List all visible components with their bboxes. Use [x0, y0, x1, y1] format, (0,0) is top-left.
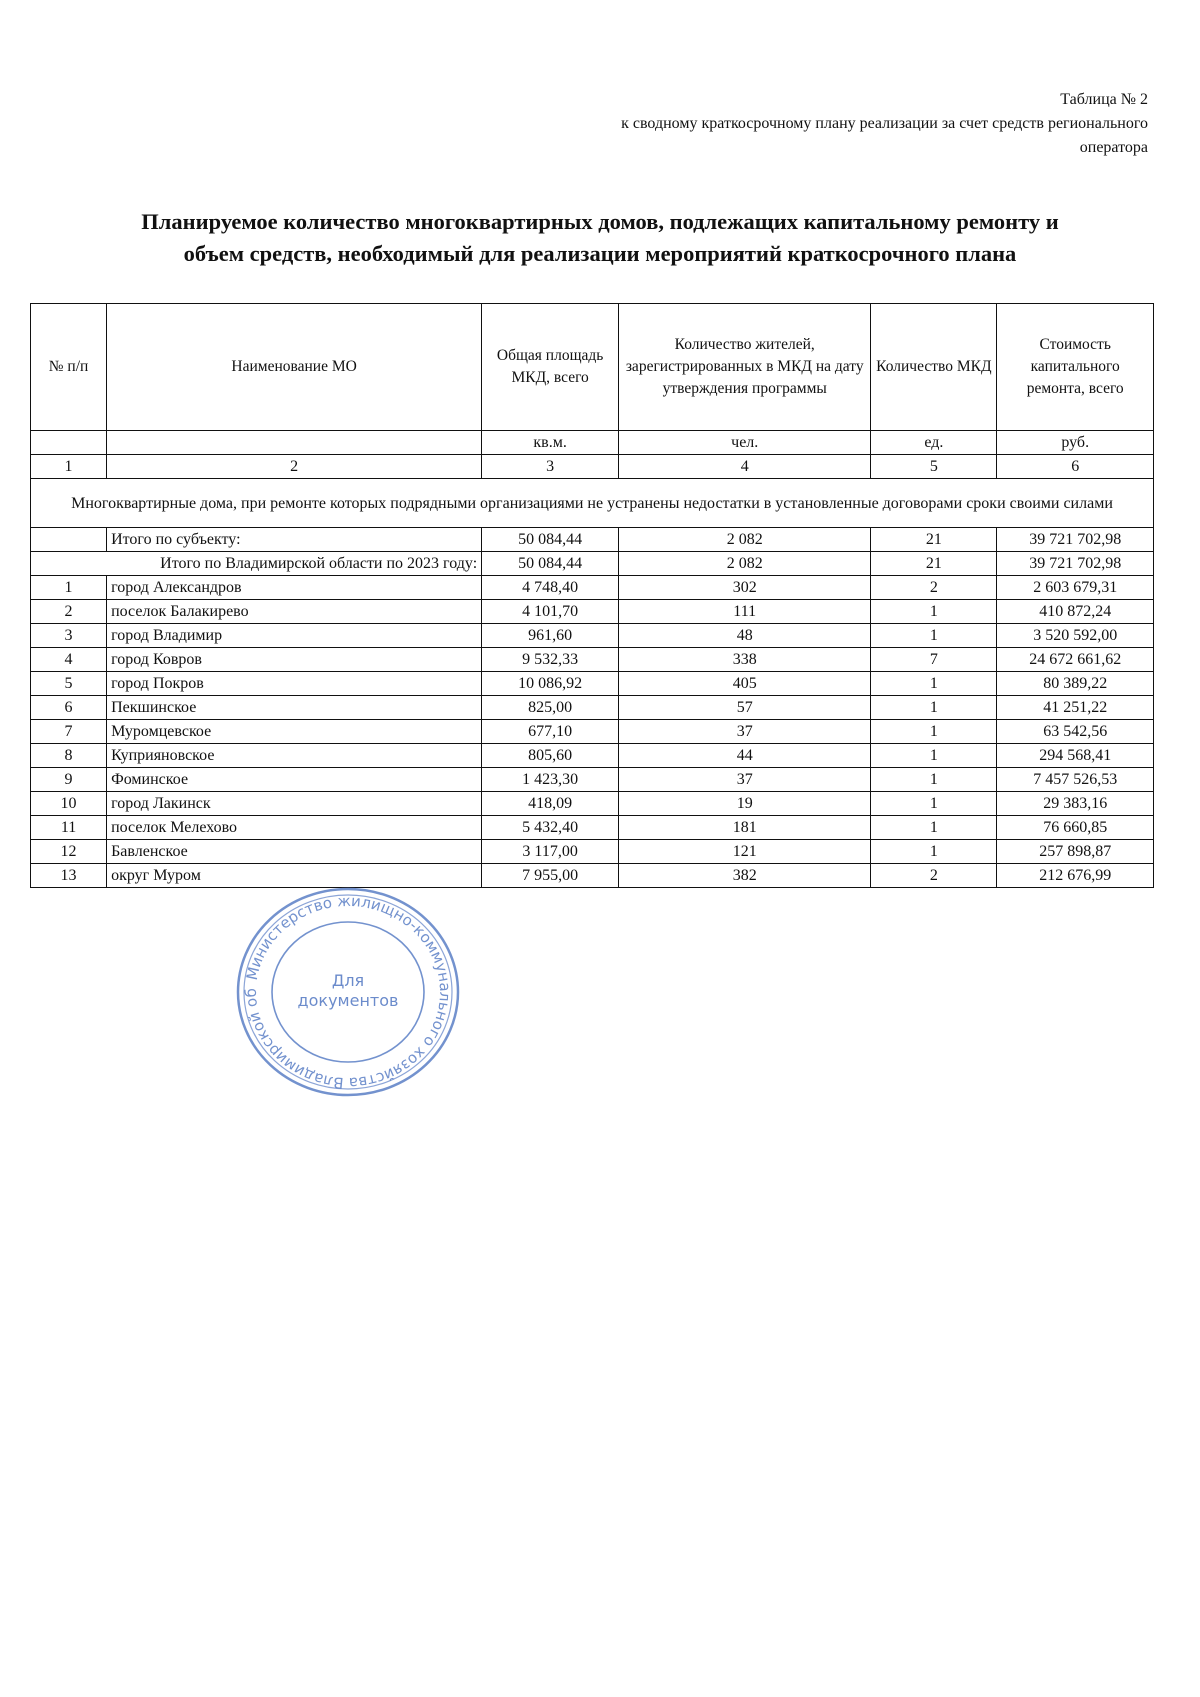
repair-plan-table	[30, 303, 1154, 888]
section-row	[31, 479, 1154, 528]
row-number: 2	[31, 600, 107, 624]
row-count: 1	[871, 696, 997, 720]
total-region-cost: 39 721 702,98	[997, 552, 1154, 576]
row-residents: 181	[619, 816, 871, 840]
row-residents: 57	[619, 696, 871, 720]
total-subject-label: Итого по субъекту:	[107, 528, 482, 552]
row-residents: 382	[619, 864, 871, 888]
table-header-row	[31, 304, 1154, 431]
table-row	[31, 576, 1154, 600]
table-row	[31, 864, 1154, 888]
column-number: 5	[871, 455, 997, 479]
unit-residents: чел.	[619, 431, 871, 455]
row-area: 4 101,70	[482, 600, 619, 624]
total-subject-area: 50 084,44	[482, 528, 619, 552]
row-area: 677,10	[482, 720, 619, 744]
row-cost: 7 457 526,53	[997, 768, 1154, 792]
row-number: 12	[31, 840, 107, 864]
column-numbers-row	[31, 455, 1154, 479]
table-row	[31, 672, 1154, 696]
row-municipality: округ Муром	[107, 864, 482, 888]
row-cost: 80 389,22	[997, 672, 1154, 696]
units-empty	[107, 431, 482, 455]
row-count: 2	[871, 864, 997, 888]
row-count: 1	[871, 624, 997, 648]
total-region-count: 21	[871, 552, 997, 576]
ministry-stamp	[232, 885, 464, 1099]
table-row	[31, 600, 1154, 624]
row-count: 1	[871, 768, 997, 792]
units-row	[31, 431, 1154, 455]
total-subject-residents: 2 082	[619, 528, 871, 552]
row-municipality: поселок Мелехово	[107, 816, 482, 840]
section-title: Многоквартирные дома, при ремонте которых подрядными организациями не устранены недостатки в установленные договорами сроки своими силами	[31, 479, 1154, 528]
table-row	[31, 816, 1154, 840]
total-region-area: 50 084,44	[482, 552, 619, 576]
row-municipality: Фоминское	[107, 768, 482, 792]
row-area: 1 423,30	[482, 768, 619, 792]
row-number: 7	[31, 720, 107, 744]
total-subject-row	[31, 528, 1154, 552]
table-reference-note	[448, 88, 1148, 160]
row-residents: 37	[619, 720, 871, 744]
row-municipality: город Владимир	[107, 624, 482, 648]
row-cost: 63 542,56	[997, 720, 1154, 744]
row-count: 1	[871, 672, 997, 696]
row-number: 5	[31, 672, 107, 696]
row-municipality: город Лакинск	[107, 792, 482, 816]
row-number: 11	[31, 816, 107, 840]
row-number: 9	[31, 768, 107, 792]
total-empty	[31, 528, 107, 552]
row-municipality: поселок Балакирево	[107, 600, 482, 624]
row-area: 961,60	[482, 624, 619, 648]
row-cost: 294 568,41	[997, 744, 1154, 768]
row-area: 3 117,00	[482, 840, 619, 864]
row-cost: 24 672 661,62	[997, 648, 1154, 672]
row-residents: 111	[619, 600, 871, 624]
table-reference-line: к сводному краткосрочному плану реализации за счет средств регионального	[621, 115, 1148, 132]
row-count: 1	[871, 792, 997, 816]
row-count: 1	[871, 816, 997, 840]
row-number: 4	[31, 648, 107, 672]
document-title-line: Планируемое количество многоквартирных домов, подлежащих капитальному ремонту и	[141, 209, 1059, 234]
row-residents: 302	[619, 576, 871, 600]
row-number: 13	[31, 864, 107, 888]
table-reference-line: оператора	[1079, 139, 1148, 156]
total-region-label: Итого по Владимирской области по 2023 году:	[31, 552, 482, 576]
row-cost: 212 676,99	[997, 864, 1154, 888]
row-number: 3	[31, 624, 107, 648]
column-number: 1	[31, 455, 107, 479]
row-count: 1	[871, 600, 997, 624]
row-cost: 3 520 592,00	[997, 624, 1154, 648]
row-municipality: Бавленское	[107, 840, 482, 864]
row-area: 825,00	[482, 696, 619, 720]
header-residents: Количество жителей, зарегистрированных в МКД на дату утверждения программы	[619, 304, 871, 431]
row-area: 418,09	[482, 792, 619, 816]
header-count: Количество МКД	[871, 304, 997, 431]
column-number: 6	[997, 455, 1154, 479]
unit-area: кв.м.	[482, 431, 619, 455]
row-cost: 410 872,24	[997, 600, 1154, 624]
row-residents: 338	[619, 648, 871, 672]
row-area: 9 532,33	[482, 648, 619, 672]
row-count: 1	[871, 744, 997, 768]
stamp-center-line: документов	[297, 991, 399, 1010]
row-municipality: Куприяновское	[107, 744, 482, 768]
row-residents: 37	[619, 768, 871, 792]
row-count: 2	[871, 576, 997, 600]
total-region-residents: 2 082	[619, 552, 871, 576]
row-residents: 19	[619, 792, 871, 816]
stamp-ring-text: Министерство жилищно-коммунального хозяйства Владимирской об	[241, 891, 455, 1093]
unit-cost: руб.	[997, 431, 1154, 455]
row-count: 1	[871, 720, 997, 744]
row-municipality: город Ковров	[107, 648, 482, 672]
row-count: 7	[871, 648, 997, 672]
table-number: Таблица № 2	[1060, 91, 1148, 108]
table-row	[31, 624, 1154, 648]
table-row	[31, 744, 1154, 768]
row-area: 7 955,00	[482, 864, 619, 888]
table-row	[31, 648, 1154, 672]
header-num: № п/п	[31, 304, 107, 431]
units-empty	[31, 431, 107, 455]
header-name: Наименование МО	[107, 304, 482, 431]
total-subject-cost: 39 721 702,98	[997, 528, 1154, 552]
row-cost: 76 660,85	[997, 816, 1154, 840]
row-area: 5 432,40	[482, 816, 619, 840]
row-municipality: Муромцевское	[107, 720, 482, 744]
table-row	[31, 696, 1154, 720]
row-count: 1	[871, 840, 997, 864]
row-residents: 405	[619, 672, 871, 696]
total-subject-count: 21	[871, 528, 997, 552]
document-title-line: объем средств, необходимый для реализации мероприятий краткосрочного плана	[183, 241, 1017, 266]
column-number: 2	[107, 455, 482, 479]
row-number: 6	[31, 696, 107, 720]
column-number: 3	[482, 455, 619, 479]
row-residents: 48	[619, 624, 871, 648]
row-number: 10	[31, 792, 107, 816]
row-area: 10 086,92	[482, 672, 619, 696]
row-municipality: город Александров	[107, 576, 482, 600]
row-number: 8	[31, 744, 107, 768]
stamp-center-line: Для	[331, 971, 365, 990]
unit-count: ед.	[871, 431, 997, 455]
row-municipality: город Покров	[107, 672, 482, 696]
row-municipality: Пекшинское	[107, 696, 482, 720]
row-residents: 121	[619, 840, 871, 864]
row-residents: 44	[619, 744, 871, 768]
row-area: 4 748,40	[482, 576, 619, 600]
document-title	[30, 206, 1170, 270]
row-cost: 257 898,87	[997, 840, 1154, 864]
row-cost: 29 383,16	[997, 792, 1154, 816]
table-row	[31, 768, 1154, 792]
header-area: Общая площадь МКД, всего	[482, 304, 619, 431]
column-number: 4	[619, 455, 871, 479]
row-cost: 2 603 679,31	[997, 576, 1154, 600]
table-row	[31, 720, 1154, 744]
total-region-row	[31, 552, 1154, 576]
table-row	[31, 792, 1154, 816]
row-area: 805,60	[482, 744, 619, 768]
row-cost: 41 251,22	[997, 696, 1154, 720]
row-number: 1	[31, 576, 107, 600]
table-row	[31, 840, 1154, 864]
header-cost: Стоимость капитального ремонта, всего	[997, 304, 1154, 431]
